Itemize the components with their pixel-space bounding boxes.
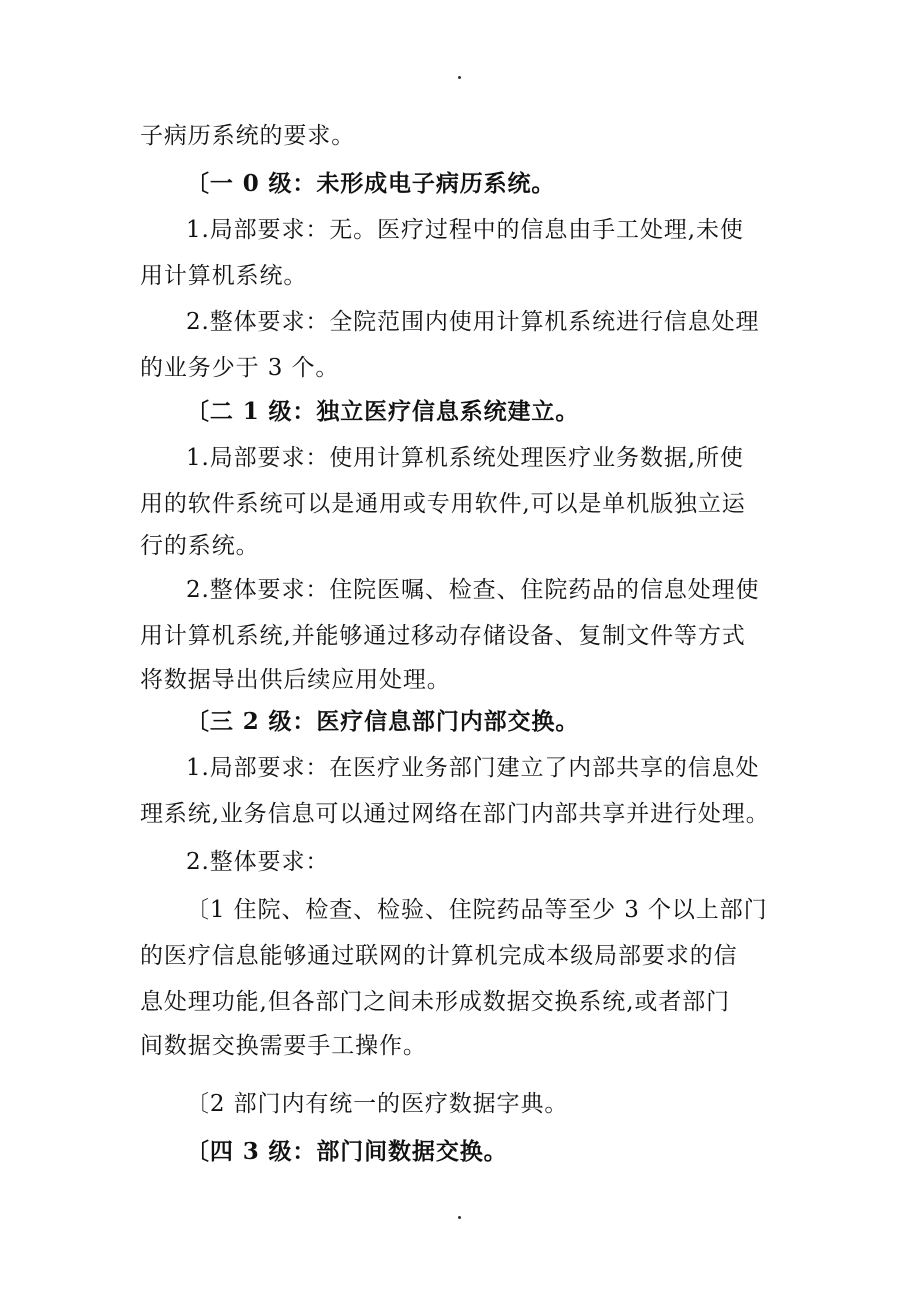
paragraph-line: 将数据导出供后续应用处理。 — [140, 667, 451, 693]
list-item-line: 〔1 住院、检查、检验、住院药品等至少 3 个以上部门 — [186, 897, 768, 923]
paragraph-line: 息处理功能,但各部门之间未形成数据交换系统,或者部门 — [140, 989, 731, 1015]
footer-dot — [458, 1216, 461, 1219]
section-heading-level-1: 〔二 1 级：独立医疗信息系统建立。 — [186, 398, 580, 425]
paragraph-line: 子病历系统的要求。 — [140, 123, 356, 149]
paragraph-line: 1.局部要求：无。医疗过程中的信息由手工处理,未使 — [186, 217, 744, 243]
header-dot — [458, 76, 461, 79]
paragraph-line: 2.整体要求： — [186, 849, 330, 875]
section-heading-level-2: 〔三 2 级：医疗信息部门内部交换。 — [186, 708, 580, 735]
paragraph-line: 用计算机系统,并能够通过移动存储设备、复制文件等方式 — [140, 623, 746, 649]
paragraph-line: 1.局部要求：在医疗业务部门建立了内部共享的信息处 — [186, 755, 760, 781]
paragraph-line: 行的系统。 — [140, 533, 260, 559]
paragraph-line: 理系统,业务信息可以通过网络在部门内部共享并进行处理。 — [140, 801, 770, 827]
paragraph-line: 2.整体要求：住院医嘱、检查、住院药品的信息处理使 — [186, 577, 760, 603]
paragraph-line: 用计算机系统。 — [140, 263, 308, 289]
section-heading-level-3: 〔四 3 级：部门间数据交换。 — [186, 1138, 508, 1165]
paragraph-line: 的医疗信息能够通过联网的计算机完成本级局部要求的信 — [140, 943, 738, 969]
paragraph-line: 用的软件系统可以是通用或专用软件,可以是单机版独立运 — [140, 491, 746, 517]
paragraph-line: 1.局部要求：使用计算机系统处理医疗业务数据,所使 — [186, 445, 744, 471]
paragraph-line: 间数据交换需要手工操作。 — [140, 1033, 427, 1059]
list-item-line: 〔2 部门内有统一的医疗数据字典。 — [186, 1091, 569, 1117]
paragraph-line: 2.整体要求：全院范围内使用计算机系统进行信息处理 — [186, 309, 760, 335]
section-heading-level-0: 〔一 0 级：未形成电子病历系统。 — [186, 170, 556, 197]
paragraph-line: 的业务少于 3 个。 — [140, 355, 340, 381]
